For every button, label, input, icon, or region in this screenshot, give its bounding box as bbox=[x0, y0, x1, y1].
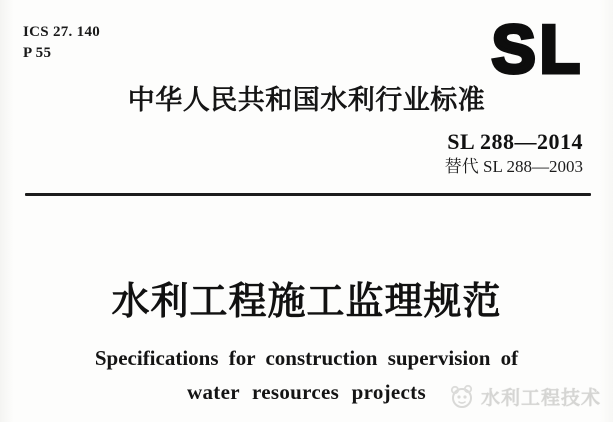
standard-category-title: 中华人民共和国水利行业标准 bbox=[127, 85, 486, 115]
standard-number: SL 288—2014 bbox=[447, 129, 583, 154]
english-title-line1: Specifications for construction supervision of bbox=[94, 346, 519, 370]
watermark bbox=[448, 382, 601, 410]
sl-logo: SL bbox=[491, 11, 584, 87]
ics-code: ICS 27. 140 bbox=[23, 24, 101, 40]
document-title-chinese: 水利工程施工监理规范 bbox=[111, 281, 502, 323]
watermark-text: 水利工程技术 bbox=[480, 387, 601, 409]
english-title-line2: water resources projects bbox=[187, 380, 426, 404]
standard-number-block bbox=[445, 130, 583, 177]
horizontal-rule bbox=[25, 193, 591, 196]
superseded-standard: 替代 SL 288—2003 bbox=[444, 157, 583, 176]
p-code: P 55 bbox=[23, 45, 52, 61]
watermark-logo-icon bbox=[448, 382, 476, 410]
classification-codes bbox=[23, 22, 100, 64]
